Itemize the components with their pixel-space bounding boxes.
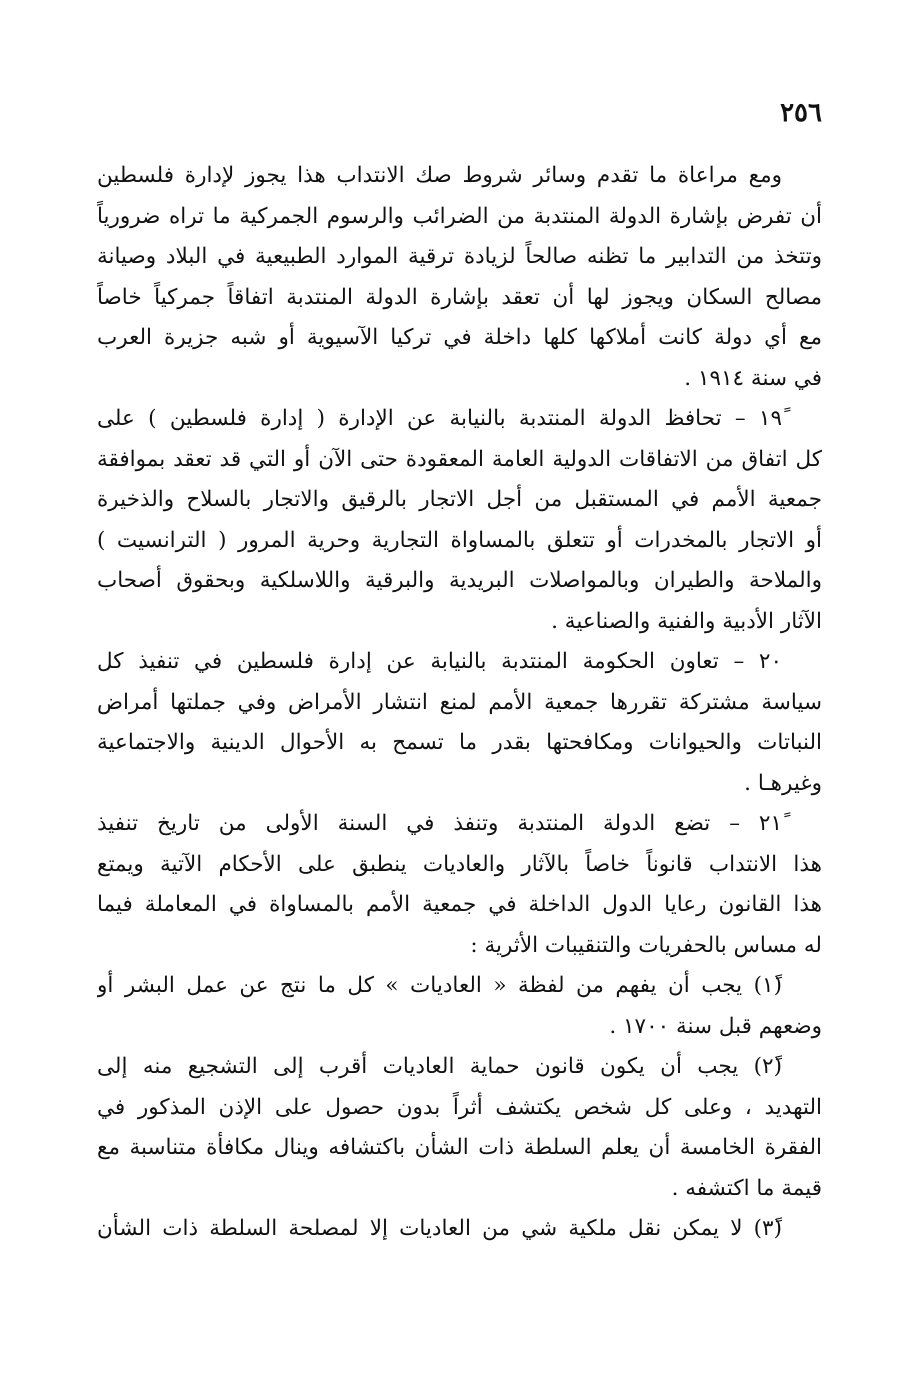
text-line: وتتخذ من التدابير ما تظنه صالحاً لزيادة ترقية الموارد الطبيعية في البلاد وصيانة (97, 244, 822, 269)
text-line: (٣ً) لا يمكن نقل ملكية شي من العاديات إلا لمصلحة السلطة ذات الشأن (97, 1216, 782, 1241)
text-line: هذا القانون رعايا الدول الداخلة في جمعية الأمم بالمساواة في المعاملة فيما (97, 892, 822, 917)
page-number: ٢٥٦ (780, 98, 822, 128)
text-line: وغيرهـا . (744, 770, 822, 796)
text-line: له مساس بالحفريات والتنقيبات الأثرية : (470, 932, 822, 958)
text-line: سياسة مشتركة تقررها جمعية الأمم لمنع انتشار الأمراض وفي جملتها أمراض (97, 689, 822, 715)
body-text (97, 156, 822, 1250)
text-line: الفقرة الخامسة أن يعلم السلطة ذات الشأن باكتشافه وينال مكافأة متناسبة مع (97, 1135, 822, 1160)
text-line: والملاحة والطيران وبالمواصلات البريدية والبرقية واللاسلكية وبحقوق أصحاب (97, 568, 822, 593)
text-line: كل اتفاق من الاتفاقات الدولية العامة المعقودة حتى الآن أو التي قد تعقد بموافقة (97, 446, 822, 472)
text-line: قيمة ما اكتشفه . (671, 1175, 822, 1201)
text-line: مصالح السكان ويجوز لها أن تعقد بإشارة الدولة المنتدبة اتفاقاً جمركياً خاصاً (97, 284, 822, 310)
text-line: هذا الانتداب قانوناً خاصاً بالآثار والعاديات ينطبق على الأحكام الآتية ويمتع (97, 851, 822, 877)
text-line: ٢١ً – تضع الدولة المنتدبة وتنفذ في السنة الأولى من تاريخ تنفيذ (97, 811, 782, 836)
text-line: النباتات والحيوانات ومكافحتها بقدر ما تسمح به الأحوال الدينية والاجتماعية (97, 730, 822, 755)
text-line: التهديد ، وعلى كل شخص يكتشف أثراً بدون حصول على الإذن المذكور في (97, 1094, 822, 1120)
text-line: (٢ً) يجب أن يكون قانون حماية العاديات أقرب إلى التشجيع منه إلى (97, 1054, 782, 1079)
text-line: ومع مراعاة ما تقدم وسائر شروط صك الانتداب هذا يجوز لإدارة فلسطين (97, 163, 782, 188)
text-line: في سنة ١٩١٤ . (684, 365, 822, 391)
text-line: الآثار الأدبية والفنية والصناعية . (551, 608, 822, 634)
text-line: ٢٠ – تعاون الحكومة المنتدبة بالنيابة عن إدارة فلسطين في تنفيذ كل (97, 649, 782, 674)
text-line: أن تفرض بإشارة الدولة المنتدبة من الضرائب والرسوم الجمركية ما تراه ضرورياً (97, 203, 822, 229)
text-line: مع أي دولة كانت أملاكها كلها داخلة في تركيا الآسيوية أو شبه جزيرة العرب (97, 325, 822, 350)
text-line: جمعية الأمم في المستقبل من أجل الاتجار بالرقيق والاتجار بالسلاح والذخيرة (97, 487, 822, 512)
text-line: (١ً) يجب أن يفهم من لفظة « العاديات » كل ما نتج عن عمل البشر أو (97, 973, 782, 998)
text-line: وضعهم قبل سنة ١٧٠٠ . (609, 1013, 822, 1039)
text-line: ١٩ً – تحافظ الدولة المنتدبة بالنيابة عن الإدارة ( إدارة فلسطين ) على (97, 406, 782, 431)
text-line: أو الاتجار بالمخدرات أو تتعلق بالمساواة التجارية وحرية المرور ( الترانسيت ) (97, 527, 822, 553)
